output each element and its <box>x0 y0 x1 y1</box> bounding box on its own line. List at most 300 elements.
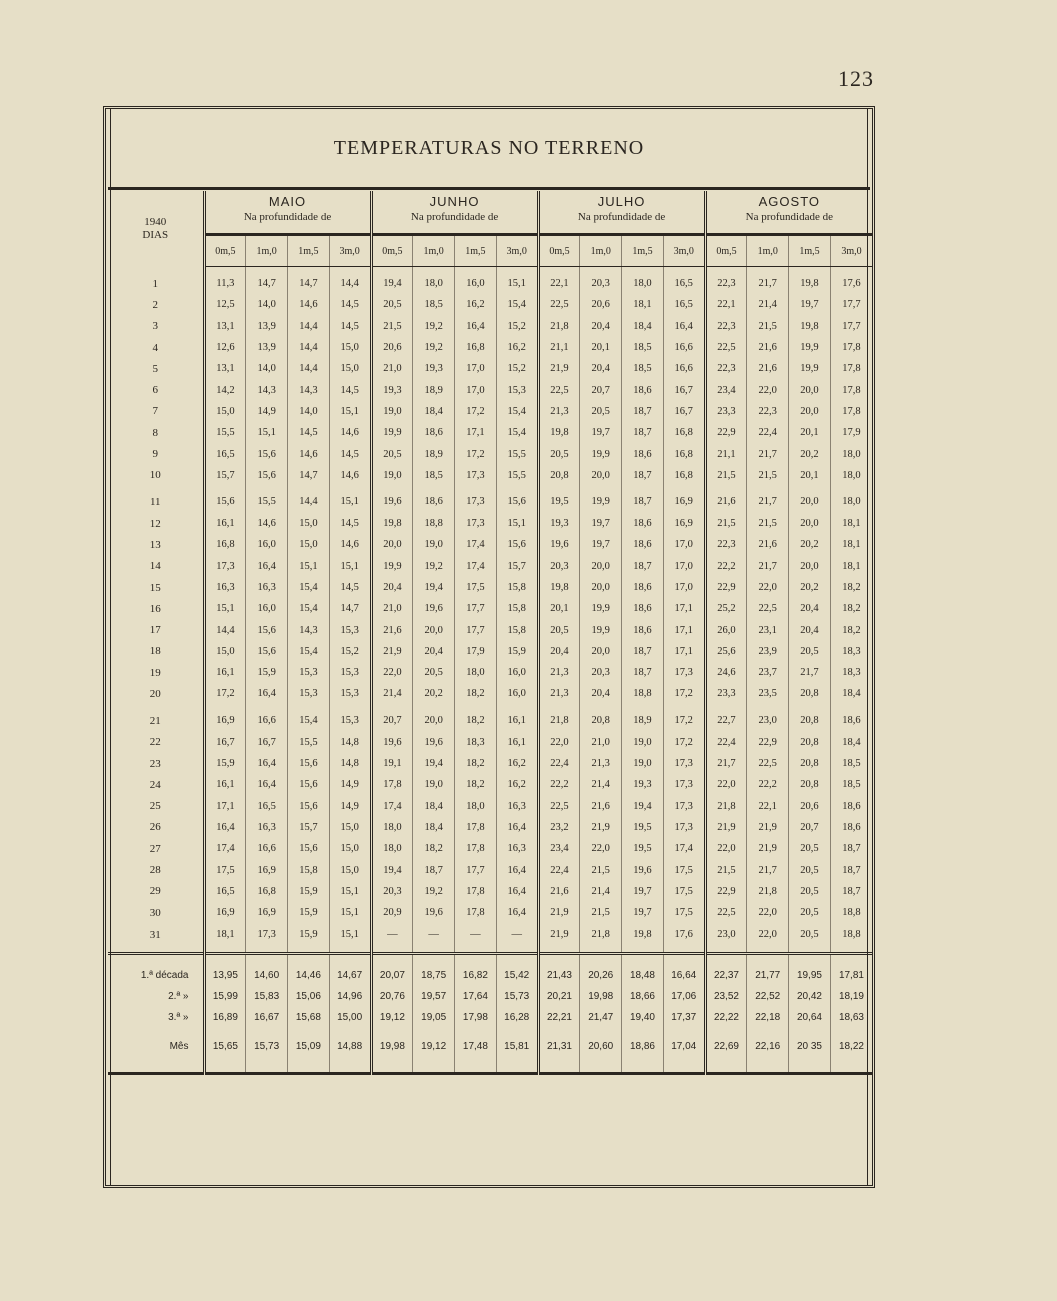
temperature-cell: 20,3 <box>580 662 622 683</box>
temperature-cell: 15,3 <box>288 683 330 704</box>
temperature-cell: 15,0 <box>288 534 330 555</box>
temperature-cell: 18,7 <box>830 859 872 880</box>
temperature-cell: 15,6 <box>288 838 330 859</box>
temperature-cell: 15,1 <box>329 486 371 513</box>
temperature-cell: 20,9 <box>371 902 413 923</box>
day-number: 24 <box>149 778 161 791</box>
temperature-cell: 22,0 <box>705 774 747 795</box>
temperature-cell: 21,0 <box>371 358 413 379</box>
temperature-cell: 20,4 <box>413 641 455 662</box>
month-header-junho: JUNHO <box>371 191 538 211</box>
temperature-cell: 20,0 <box>580 577 622 598</box>
temperature-cell: 14,7 <box>329 598 371 619</box>
temperature-cell: 18,5 <box>413 294 455 315</box>
table-row <box>108 838 872 859</box>
temperature-cell: 15,0 <box>288 513 330 534</box>
temperature-cell: 17,7 <box>455 598 497 619</box>
temperature-cell: 18,0 <box>830 486 872 513</box>
temperature-cell: 21,1 <box>705 443 747 464</box>
temperature-cell: 20,0 <box>789 401 831 422</box>
temperature-cell: 18,9 <box>622 705 664 732</box>
day-number: 28 <box>149 864 161 877</box>
temperature-cell: 19,3 <box>413 358 455 379</box>
temperature-cell: 16,9 <box>204 902 246 923</box>
temperature-cell: 20,4 <box>580 358 622 379</box>
day-number: 27 <box>149 842 161 855</box>
summary-cell: 16,64 <box>663 957 705 986</box>
temperature-cell: 20,0 <box>789 486 831 513</box>
temperature-cell: 15,6 <box>246 443 288 464</box>
summary-row <box>108 1007 872 1028</box>
temperature-cell: 16,4 <box>496 817 538 838</box>
temperature-cell: 19,6 <box>622 859 664 880</box>
summary-label: 2.ª » <box>168 991 189 1003</box>
summary-cell: 20,21 <box>538 986 580 1007</box>
temperature-cell: 15,8 <box>496 577 538 598</box>
table-row <box>108 753 872 774</box>
temperature-cell: 18,6 <box>830 796 872 817</box>
day-number: 8 <box>152 426 158 439</box>
temperature-cell: 20,7 <box>789 817 831 838</box>
temperature-cell: 22,9 <box>747 732 789 753</box>
temperature-cell: 18,0 <box>830 465 872 486</box>
temperature-cell: 18,0 <box>455 796 497 817</box>
temperature-cell: 14,5 <box>329 443 371 464</box>
temperature-cell: 17,5 <box>663 859 705 880</box>
temperature-cell: 14,3 <box>246 379 288 400</box>
temperature-cell: 18,6 <box>830 705 872 732</box>
temperature-cell: 16,5 <box>663 294 705 315</box>
temperature-cell: 21,5 <box>705 465 747 486</box>
temperature-cell: 16,5 <box>246 796 288 817</box>
summary-cell: 15,99 <box>204 986 246 1007</box>
temperature-cell: — <box>371 923 413 946</box>
temperature-cell: 19,7 <box>580 422 622 443</box>
temperature-cell: 17,2 <box>663 705 705 732</box>
temperature-cell: 19,7 <box>622 902 664 923</box>
temperature-cell: 17,8 <box>830 358 872 379</box>
temperature-cell: 20,3 <box>371 881 413 902</box>
temperature-cell: 22,3 <box>705 358 747 379</box>
temperature-cell: 18,3 <box>830 641 872 662</box>
temperature-cell: 19,8 <box>622 923 664 946</box>
temperature-cell: 19,9 <box>580 619 622 640</box>
temperature-cell: 19,4 <box>622 796 664 817</box>
temperature-cell: 20,4 <box>580 316 622 337</box>
summary-cell: 16,67 <box>246 1007 288 1028</box>
temperature-cell: 18,2 <box>455 683 497 704</box>
summary-cell: 15,83 <box>246 986 288 1007</box>
temperature-cell: 16,3 <box>246 577 288 598</box>
temperature-cell: 14,8 <box>329 753 371 774</box>
temperature-cell: 21,9 <box>538 923 580 946</box>
summary-cell: 15,68 <box>288 1007 330 1028</box>
summary-cell: 21,47 <box>580 1007 622 1028</box>
temperature-cell: 22,0 <box>538 732 580 753</box>
temperature-cell: 19,8 <box>538 577 580 598</box>
temperature-cell: 18,1 <box>204 923 246 946</box>
temperature-cell: 18,6 <box>622 534 664 555</box>
temperature-cell: 18,6 <box>622 379 664 400</box>
summary-label: Mês <box>169 1040 189 1052</box>
temperature-cell: 21,5 <box>747 513 789 534</box>
temperature-cell: 21,0 <box>371 598 413 619</box>
temperature-cell: 22,9 <box>705 577 747 598</box>
temperature-cell: 20,5 <box>789 859 831 880</box>
temperature-cell: 20,8 <box>789 774 831 795</box>
summary-cell: 20,07 <box>371 957 413 986</box>
temperature-cell: 21,4 <box>747 294 789 315</box>
temperature-cell: 15,6 <box>246 619 288 640</box>
summary-cell: 20 35 <box>789 1028 831 1064</box>
temperature-cell: 15,8 <box>496 598 538 619</box>
temperature-cell: 17,0 <box>455 379 497 400</box>
temperature-cell: 16,9 <box>246 902 288 923</box>
temperature-cell: 15,3 <box>329 662 371 683</box>
temperature-cell: 16,7 <box>246 732 288 753</box>
temperature-cell: 16,8 <box>204 534 246 555</box>
temperature-cell: 15,1 <box>246 422 288 443</box>
temperature-cell: 17,4 <box>455 534 497 555</box>
temperature-cell: 16,5 <box>204 443 246 464</box>
temperature-cell: 19,6 <box>413 732 455 753</box>
temperature-cell: 23,3 <box>705 683 747 704</box>
temperature-cell: 21,6 <box>705 486 747 513</box>
day-number: 16 <box>149 602 161 615</box>
temperature-cell: 15,6 <box>204 486 246 513</box>
temperature-cell: 23,4 <box>538 838 580 859</box>
day-number: 14 <box>149 560 161 573</box>
temperature-cell: 20,5 <box>789 902 831 923</box>
temperature-cell: 18,3 <box>455 732 497 753</box>
temperature-cell: 21,4 <box>580 774 622 795</box>
temperature-cell: 19,1 <box>371 753 413 774</box>
temperature-cell: 22,5 <box>705 337 747 358</box>
temperature-cell: 14,5 <box>329 379 371 400</box>
temperature-cell: 17,1 <box>663 619 705 640</box>
temperature-cell: 19,6 <box>413 598 455 619</box>
temperature-cell: 14,4 <box>288 337 330 358</box>
table-row <box>108 732 872 753</box>
temperature-cell: 22,7 <box>705 705 747 732</box>
temperature-cell: 20,7 <box>580 379 622 400</box>
temperature-cell: 17,3 <box>455 465 497 486</box>
temperature-cell: 21,8 <box>538 705 580 732</box>
table-row <box>108 273 872 294</box>
table-row <box>108 379 872 400</box>
temperature-cell: 15,6 <box>246 465 288 486</box>
temperature-cell: 14,6 <box>329 465 371 486</box>
temperature-cell: 21,6 <box>371 619 413 640</box>
temperature-cell: 16,9 <box>663 513 705 534</box>
temperature-cell: 15,0 <box>329 358 371 379</box>
temperature-cell: 14,5 <box>329 316 371 337</box>
temperature-cell: 15,0 <box>329 838 371 859</box>
temperature-cell: 21,0 <box>580 732 622 753</box>
temperature-cell: 21,6 <box>580 796 622 817</box>
temperature-cell: 17,8 <box>455 902 497 923</box>
depth-header: 0m,5 <box>371 235 413 267</box>
temperature-cell: 16,7 <box>204 732 246 753</box>
temperature-cell: 15,9 <box>246 662 288 683</box>
summary-cell: 14,46 <box>288 957 330 986</box>
table-row <box>108 662 872 683</box>
temperature-cell: 25,2 <box>705 598 747 619</box>
temperature-cell: 15,1 <box>329 401 371 422</box>
temperature-cell: 21,1 <box>538 337 580 358</box>
temperature-cell: 22,0 <box>747 379 789 400</box>
temperature-cell: 17,0 <box>663 534 705 555</box>
temperature-cell: 17,2 <box>663 683 705 704</box>
temperature-cell: 15,9 <box>496 641 538 662</box>
temperature-cell: 22,0 <box>747 902 789 923</box>
table-row <box>108 774 872 795</box>
day-number: 12 <box>149 517 161 530</box>
temperature-cell: 19,2 <box>413 556 455 577</box>
temperature-cell: 21,7 <box>747 443 789 464</box>
temperature-cell: 16,0 <box>496 662 538 683</box>
temperature-cell: 16,0 <box>246 598 288 619</box>
temperature-cell: 19,3 <box>622 774 664 795</box>
temperature-cell: 20,0 <box>789 379 831 400</box>
summary-cell: 16,28 <box>496 1007 538 1028</box>
temperature-cell: 19,9 <box>371 556 413 577</box>
temperature-cell: 19,7 <box>622 881 664 902</box>
temperature-cell: 22,2 <box>705 556 747 577</box>
temperature-cell: 15,5 <box>496 443 538 464</box>
temperature-cell: 18,5 <box>830 774 872 795</box>
summary-cell: 17,04 <box>663 1028 705 1064</box>
temperature-cell: 16,4 <box>204 817 246 838</box>
temperature-cell: 21,4 <box>371 683 413 704</box>
temperature-cell: 14,7 <box>288 465 330 486</box>
temperature-cell: 15,2 <box>496 358 538 379</box>
temperature-cell: 15,5 <box>246 486 288 513</box>
temperature-cell: 15,6 <box>496 486 538 513</box>
temperature-cell: 22,5 <box>747 753 789 774</box>
temperature-cell: 15,2 <box>329 641 371 662</box>
temperature-cell: 16,6 <box>246 705 288 732</box>
temperature-cell: 15,1 <box>288 556 330 577</box>
temperature-cell: 14,0 <box>246 294 288 315</box>
temperature-cell: 19,6 <box>371 732 413 753</box>
depth-header: 1m,5 <box>288 235 330 267</box>
temperature-cell: 20,2 <box>789 534 831 555</box>
temperature-cell: 21,7 <box>747 273 789 294</box>
temperature-cell: 18,6 <box>413 422 455 443</box>
temperature-cell: 20,1 <box>580 337 622 358</box>
temperature-cell: 20,0 <box>789 556 831 577</box>
temperature-cell: 19,8 <box>789 273 831 294</box>
temperature-cell: 17,3 <box>663 817 705 838</box>
temperature-cell: 22,2 <box>747 774 789 795</box>
temperature-cell: 18,0 <box>830 443 872 464</box>
day-number: 13 <box>149 538 161 551</box>
day-number: 18 <box>149 645 161 658</box>
temperature-cell: 18,6 <box>622 619 664 640</box>
temperature-cell: 18,6 <box>622 513 664 534</box>
temperature-cell: 19,2 <box>413 316 455 337</box>
table-row <box>108 534 872 555</box>
temperature-cell: 21,3 <box>538 401 580 422</box>
summary-cell: 18,19 <box>830 986 872 1007</box>
temperature-cell: 19,4 <box>371 273 413 294</box>
temperature-cell: 20,3 <box>580 273 622 294</box>
table-row <box>108 817 872 838</box>
temperature-cell: 23,2 <box>538 817 580 838</box>
temperature-cell: 16,3 <box>246 817 288 838</box>
temperature-cell: 22,0 <box>580 838 622 859</box>
summary-cell: 18,75 <box>413 957 455 986</box>
temperature-cell: 17,9 <box>830 422 872 443</box>
temperature-cell: 14,8 <box>329 732 371 753</box>
temperature-cell: 20,6 <box>580 294 622 315</box>
temperature-cell: 15,6 <box>288 753 330 774</box>
table-frame <box>103 106 875 1188</box>
temperature-cell: 15,0 <box>329 859 371 880</box>
depth-header: 1m,0 <box>246 235 288 267</box>
temperature-cell: 16,7 <box>663 379 705 400</box>
summary-cell: 15,42 <box>496 957 538 986</box>
summary-cell: 18,86 <box>622 1028 664 1064</box>
day-number: 23 <box>149 757 161 770</box>
temperature-cell: 20,4 <box>371 577 413 598</box>
depth-header: 1m,0 <box>747 235 789 267</box>
summary-row <box>108 1028 872 1064</box>
temperature-cell: 19,0 <box>622 732 664 753</box>
temperature-cell: 17,6 <box>663 923 705 946</box>
day-number: 31 <box>149 928 161 941</box>
temperature-cell: 18,7 <box>413 859 455 880</box>
day-number: 1 <box>152 277 158 290</box>
temperature-table <box>108 191 872 1075</box>
summary-cell: 17,37 <box>663 1007 705 1028</box>
temperature-cell: 19,4 <box>371 859 413 880</box>
temperature-cell: 22,0 <box>371 662 413 683</box>
depth-header: 3m,0 <box>830 235 872 267</box>
days-header <box>108 191 204 267</box>
day-number: 2 <box>152 298 158 311</box>
temperature-cell: 21,8 <box>538 316 580 337</box>
depth-header: 3m,0 <box>496 235 538 267</box>
temperature-cell: 18,2 <box>830 598 872 619</box>
temperature-cell: 21,7 <box>789 662 831 683</box>
temperature-cell: 18,0 <box>622 273 664 294</box>
temperature-cell: 18,6 <box>830 817 872 838</box>
temperature-cell: 20,4 <box>789 598 831 619</box>
temperature-cell: 19,3 <box>371 379 413 400</box>
temperature-cell: 22,5 <box>538 294 580 315</box>
temperature-cell: 20,8 <box>789 753 831 774</box>
temperature-cell: 20,3 <box>538 556 580 577</box>
temperature-cell: 17,3 <box>663 796 705 817</box>
temperature-cell: 18,8 <box>830 923 872 946</box>
summary-row <box>108 957 872 986</box>
temperature-cell: 16,0 <box>496 683 538 704</box>
day-number: 20 <box>149 687 161 700</box>
temperature-cell: 14,7 <box>246 273 288 294</box>
temperature-cell: 17,5 <box>663 902 705 923</box>
temperature-cell: 17,1 <box>204 796 246 817</box>
temperature-cell: 19,4 <box>413 753 455 774</box>
temperature-cell: 16,1 <box>204 774 246 795</box>
temperature-cell: 18,8 <box>622 683 664 704</box>
summary-cell: 20,26 <box>580 957 622 986</box>
temperature-cell: 21,4 <box>580 881 622 902</box>
temperature-cell: 22,9 <box>705 422 747 443</box>
temperature-cell: 16,8 <box>663 443 705 464</box>
summary-cell: 22,22 <box>705 1007 747 1028</box>
day-number: 4 <box>152 341 158 354</box>
temperature-cell: 14,6 <box>288 294 330 315</box>
temperature-cell: 16,7 <box>663 401 705 422</box>
table-row <box>108 641 872 662</box>
summary-cell: 22,21 <box>538 1007 580 1028</box>
temperature-cell: 16,8 <box>246 881 288 902</box>
temperature-cell: 20,8 <box>789 705 831 732</box>
temperature-cell: 17,7 <box>455 859 497 880</box>
temperature-cell: 20,1 <box>789 465 831 486</box>
temperature-cell: 16,9 <box>204 705 246 732</box>
temperature-cell: 18,0 <box>371 838 413 859</box>
temperature-cell: 18,7 <box>622 641 664 662</box>
summary-cell: 18,63 <box>830 1007 872 1028</box>
temperature-cell: 21,7 <box>747 486 789 513</box>
temperature-cell: 22,9 <box>705 881 747 902</box>
temperature-cell: 18,2 <box>413 838 455 859</box>
temperature-cell: 18,5 <box>413 465 455 486</box>
temperature-cell: 18,5 <box>622 358 664 379</box>
depth-header: 1m,5 <box>789 235 831 267</box>
temperature-cell: 19,5 <box>622 838 664 859</box>
temperature-cell: 21,3 <box>538 662 580 683</box>
temperature-cell: 20,2 <box>789 443 831 464</box>
summary-cell: 19,95 <box>789 957 831 986</box>
temperature-cell: 14,9 <box>246 401 288 422</box>
temperature-cell: — <box>455 923 497 946</box>
temperature-cell: 22,2 <box>538 774 580 795</box>
temperature-cell: 19,6 <box>413 902 455 923</box>
table-row <box>108 859 872 880</box>
table-row <box>108 401 872 422</box>
summary-cell: 17,64 <box>455 986 497 1007</box>
table-row <box>108 923 872 946</box>
temperature-cell: 17,7 <box>455 619 497 640</box>
temperature-cell: 16,4 <box>663 316 705 337</box>
temperature-cell: 19,0 <box>371 465 413 486</box>
temperature-cell: 17,3 <box>455 486 497 513</box>
temperature-cell: 15,2 <box>496 316 538 337</box>
temperature-cell: 22,5 <box>705 902 747 923</box>
temperature-cell: 18,6 <box>622 443 664 464</box>
temperature-cell: 15,4 <box>288 598 330 619</box>
temperature-cell: 14,6 <box>329 534 371 555</box>
temperature-cell: 21,8 <box>580 923 622 946</box>
day-number: 29 <box>149 885 161 898</box>
temperature-cell: 26,0 <box>705 619 747 640</box>
table-row <box>108 556 872 577</box>
temperature-cell: 15,5 <box>288 732 330 753</box>
temperature-cell: 21,6 <box>747 358 789 379</box>
summary-cell: 19,40 <box>622 1007 664 1028</box>
temperature-cell: 21,7 <box>705 753 747 774</box>
temperature-cell: 21,9 <box>580 817 622 838</box>
temperature-cell: 21,9 <box>538 902 580 923</box>
table-row <box>108 316 872 337</box>
depth-header: 3m,0 <box>329 235 371 267</box>
summary-cell: 16,82 <box>455 957 497 986</box>
temperature-cell: 20,5 <box>371 443 413 464</box>
